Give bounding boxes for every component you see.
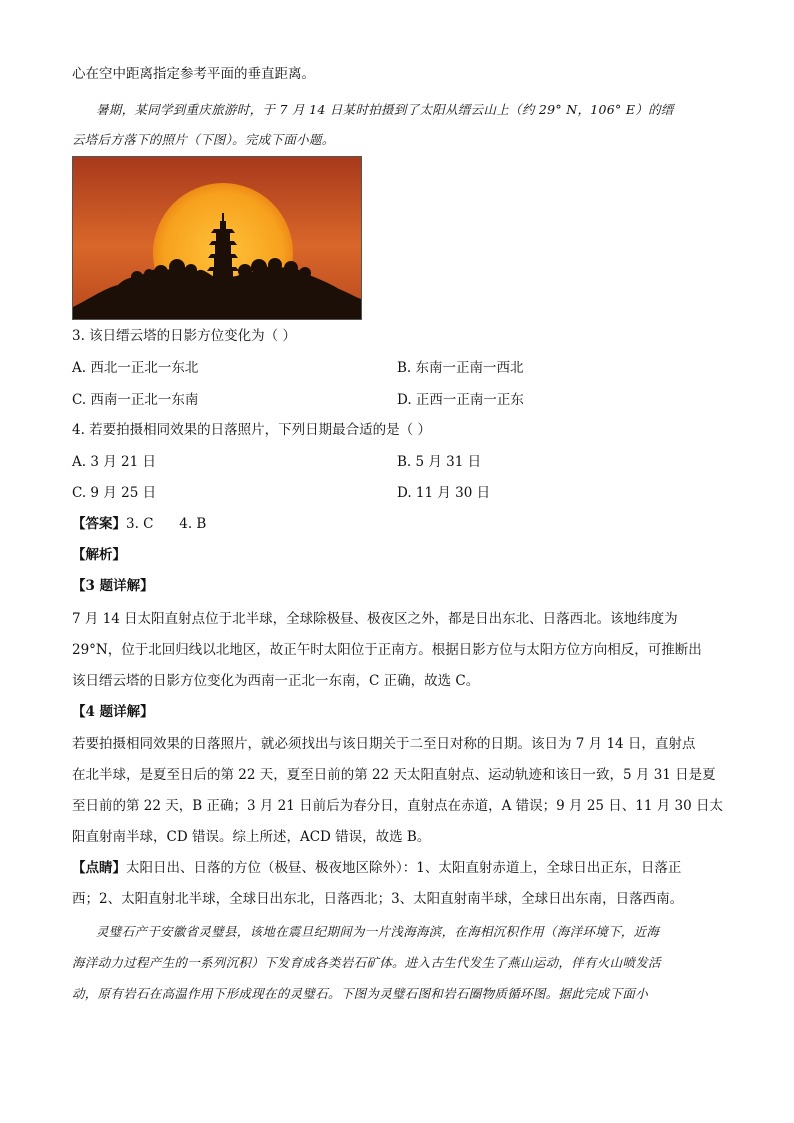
q3-option-d: D. 正西一正南一正东 <box>397 392 524 408</box>
highlight-line2: 西；2、太阳直射北半球，全球日出东北，日落西北；3、太阳直射南半球，全球日出东南，日落西南。 <box>72 891 684 907</box>
answer-tag: 【答案】 <box>72 516 126 532</box>
detail3-heading: 【3 题详解】 <box>72 578 154 594</box>
detail3-line3: 该日缙云塔的日影方位变化为西南一正北一东南，C 正确，故选 C。 <box>72 673 480 689</box>
sunset-photo-svg <box>73 157 361 319</box>
passage2-line2: 海洋动力过程产生的一系列沉积）下发育成各类岩石矿体。进入古生代发生了燕山运动，伴有火山喷发活 <box>72 955 661 970</box>
answer-line <box>72 514 206 534</box>
passage1-line2: 云塔后方落下的照片（下图）。完成下面小题。 <box>72 132 335 147</box>
highlight-text1: 太阳日出、日落的方位（极昼、极夜地区除外）：1、太阳直射赤道上，全球日出正东，日落正 <box>126 860 682 876</box>
intro-tail-text: 心在空中距离指定参考平面的垂直距离。 <box>72 66 315 82</box>
detail4-heading: 【4 题详解】 <box>72 704 154 720</box>
passage2-line1: 灵璧石产于安徽省灵璧县，该地在震旦纪期间为一片浅海海滨，在海相沉积作用（海洋环境下，近海 <box>96 924 660 939</box>
highlight-line1 <box>72 858 681 878</box>
q4-option-d: D. 11 月 30 日 <box>397 485 491 501</box>
analysis-heading: 【解析】 <box>72 547 126 563</box>
q3-stem: 3. 该日缙云塔的日影方位变化为（ ） <box>72 328 296 344</box>
detail4-line3: 至日前的第 22 天，B 正确；3 月 21 日前后为春分日，直射点在赤道，A 错误；9 月 25 日、11 月 30 日太 <box>72 798 724 814</box>
q3-option-a: A. 西北一正北一东北 <box>72 360 199 376</box>
detail4-line2: 在北半球，是夏至日后的第 22 天，夏至日前的第 22 天太阳直射点、运动轨迹和该日一致，5 月 31 日是夏 <box>72 767 716 783</box>
q4-option-a: A. 3 月 21 日 <box>72 454 156 470</box>
highlight-tag: 【点睛】 <box>72 860 126 876</box>
q4-stem: 4. 若要拍摄相同效果的日落照片，下列日期最合适的是（ ） <box>72 422 431 438</box>
passage1-line1: 暑期，某同学到重庆旅游时，于 7 月 14 日某时拍摄到了太阳从缙云山上（约 29° N，106° E）的缙 <box>96 102 674 117</box>
q4-option-c: C. 9 月 25 日 <box>72 485 157 501</box>
detail4-line1: 若要拍摄相同效果的日落照片，就必须找出与该日期关于二至日对称的日期。该日为 7 月 14 日，直射点 <box>72 736 696 752</box>
q3-option-c: C. 西南一正北一东南 <box>72 392 199 408</box>
q4-option-b: B. 5 月 31 日 <box>397 454 482 470</box>
sunset-pagoda-photo <box>72 156 362 320</box>
answer-text: 3. C 4. B <box>126 516 207 532</box>
detail3-line1: 7 月 14 日太阳直射点位于北半球，全球除极昼、极夜区之外，都是日出东北、日落西北。该地纬度为 <box>72 611 678 627</box>
passage2-line3: 动，原有岩石在高温作用下形成现在的灵璧石。下图为灵璧石图和岩石圈物质循环图。据此完成下面小 <box>72 986 649 1001</box>
detail3-line2: 29°N，位于北回归线以北地区，故正午时太阳位于正南方。根据日影方位与太阳方位方向相反，可推断出 <box>72 642 702 658</box>
q3-option-b: B. 东南一正南一西北 <box>397 360 524 376</box>
detail4-line4: 阳直射南半球，CD 错误。综上所述，ACD 错误，故选 B。 <box>72 829 431 845</box>
